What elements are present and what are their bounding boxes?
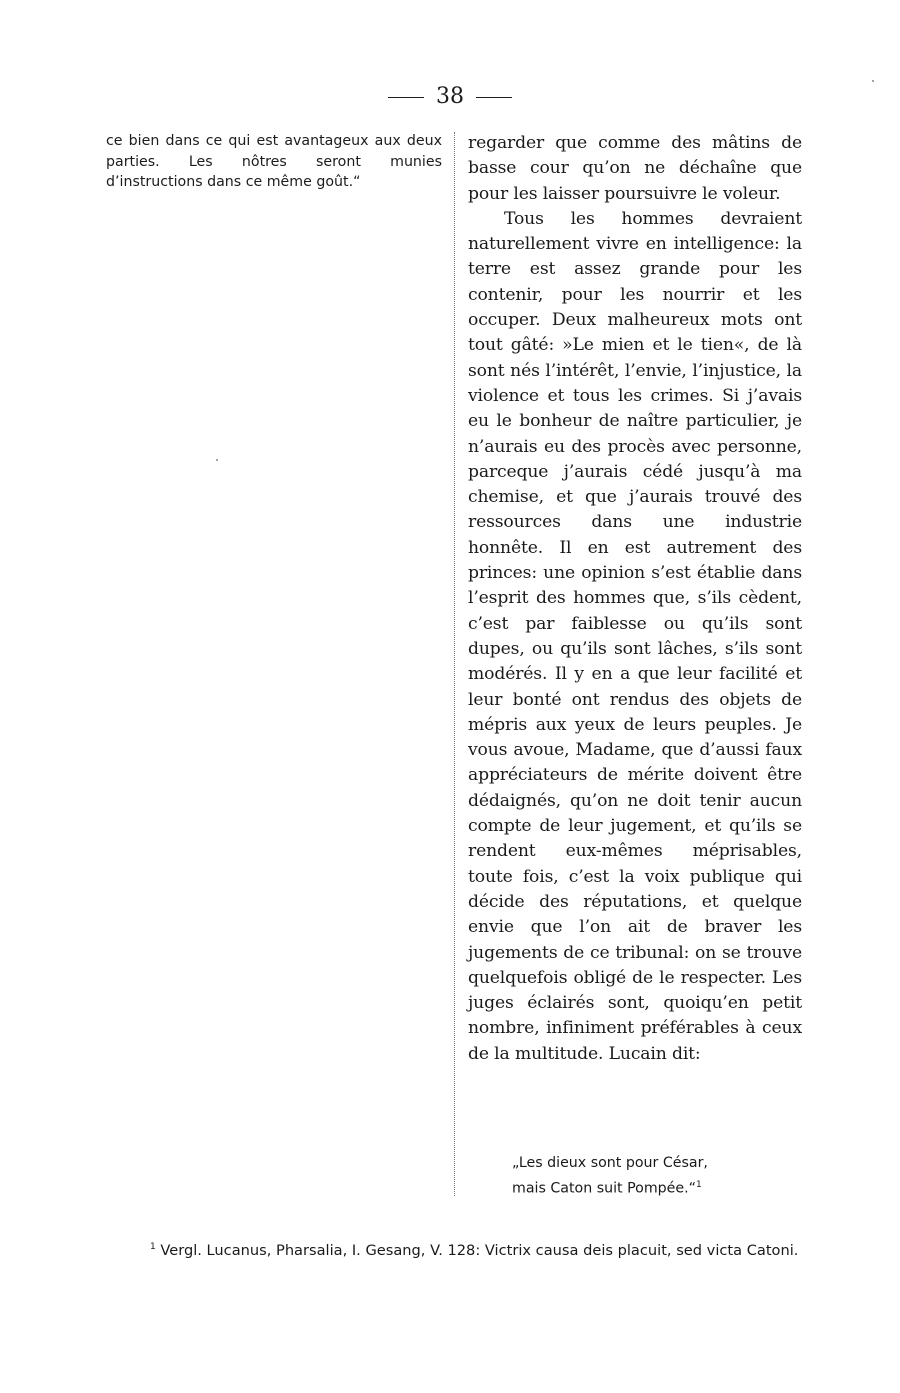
page-header	[0, 84, 900, 110]
footnote-mark: 1	[150, 1242, 156, 1252]
page-number: 38	[436, 84, 464, 109]
paper-speck	[872, 80, 874, 82]
verse-quote	[512, 1153, 708, 1200]
quote-line-2: mais Caton suit Pompée.“	[512, 1180, 696, 1197]
header-dash-left	[388, 97, 424, 98]
footnote-reference: 1	[695, 1179, 702, 1190]
quote-line-1: „Les dieux sont pour César,	[512, 1155, 708, 1171]
column-divider	[454, 132, 455, 1196]
left-column	[106, 131, 442, 193]
footnote-text: Vergl. Lucanus, Pharsalia, I. Gesang, V. 128: Victrix causa deis placuit, sed victa Catoni.	[160, 1241, 799, 1259]
paper-speck	[216, 459, 218, 461]
header-dash-right	[476, 97, 512, 98]
continuation-paragraph: regarder que comme des mâtins de basse cour qu’on ne déchaîne que pour les laisser poursuivre le voleur.	[468, 133, 802, 204]
right-column	[468, 131, 802, 1067]
footnote	[106, 1237, 802, 1261]
left-column-text: ce bien dans ce qui est avantageux aux deux parties. Les nôtres seront munies d’instructions dans ce même goût.“	[106, 133, 442, 190]
main-paragraph: Tous les hommes devraient naturellement vivre en intelligence: la terre est assez grande pour les contenir, pour les nourrir et les occuper. Deux malheureux mots ont tout gâté: »Le mien et le tien«, de là sont nés l’intérêt, l’envie, l’injustice, la violence et tous les crimes. Si j’avais eu le bonheur de naître particulier, je n’aurais eu des procès avec personne, parceque j’aurais cédé jusqu’à ma chemise, et que j’aurais trouvé des ressources dans une industrie honnête. Il en est autrement des princes: une opinion s’est établie dans l’esprit des hommes que, s’ils cèdent, c’est par faiblesse ou qu’ils sont dupes, ou qu’ils sont lâches, s’ils sont modérés. Il y en a que leur facilité et leur bonté ont rendus des objets de mépris aux yeux de leurs peuples. Je vous avoue, Madame, que d’aussi faux appréciateurs de mérite doivent être dédaignés, qu’on ne doit tenir aucun compte de leur jugement, et qu’ils se rendent eux-mêmes méprisables, toute fois, c’est la voix publique qui décide des réputations, et quelque envie que l’on ait de braver les jugements de ce tribunal: on se trouve quelquefois obligé de le respecter. Les juges éclairés sont, quoiqu’en petit nombre, infiniment préférables à ceux de la multitude. Lucain dit:	[468, 208, 802, 1064]
quote-line-2-wrap	[512, 1175, 708, 1200]
